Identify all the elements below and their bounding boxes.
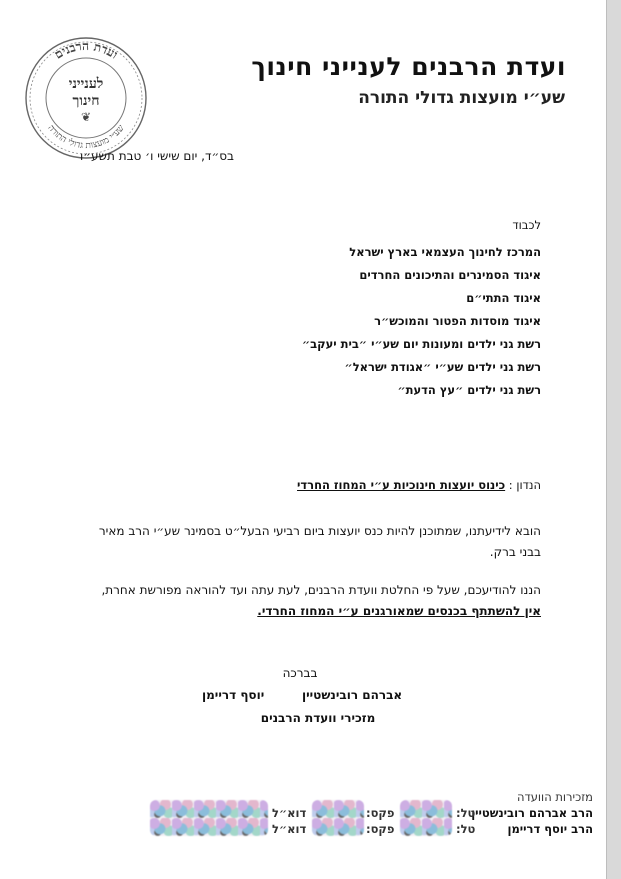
recipient-item: רשת גני ילדים ״עץ הדעת״ xyxy=(397,383,541,397)
signer-name-b: יוסף דריימן xyxy=(202,688,265,702)
footer-tel-label: טל: xyxy=(456,822,476,836)
seal-ornament-icon: ❦ xyxy=(80,109,92,124)
recipient-item: המרכז לחינוך העצמאי בארץ ישראל xyxy=(349,245,541,259)
footer-name-2: הרב יוסף דריימן xyxy=(507,822,593,836)
date-line: בס״ד, יום שישי ו׳ טבת תשע״ו xyxy=(80,149,234,163)
footer-email-label: דוא״ל xyxy=(272,806,307,820)
redacted-phone xyxy=(400,800,452,836)
body-paragraph-2-line1: הננו להודיעכם, שעל פי החלטת וועדת הרבנים, לעת עתה ועד להוראה מפורשת אחרת, xyxy=(101,583,541,597)
seal-center xyxy=(42,76,130,124)
recipient-item: איגוד הסמינרים והתיכונים החרדים xyxy=(359,268,541,282)
seal-center-line2: חינוך xyxy=(72,92,100,109)
redacted-email xyxy=(150,800,268,836)
page-edge xyxy=(606,0,621,879)
organization-seal xyxy=(24,36,148,160)
signer-name-a: אברהם רובינשטיין xyxy=(302,688,403,702)
seal-ring-bottom-text: שע״י מועצות גדולי התורה xyxy=(45,123,127,152)
subject-line xyxy=(297,478,541,492)
letterhead-title: ועדת הרבנים לענייני חינוך xyxy=(251,52,566,81)
recipient-item: רשת גני ילדים שע״י ״אגודת ישראל״ xyxy=(344,360,541,374)
body-paragraph-2-instruction: אין להשתתף בכנסים שמאורגנים ע״י המחוז החרדי. xyxy=(257,604,541,618)
seal-ring-top-text: ועדת הרבנים xyxy=(51,38,121,62)
seal-center-line1: לענייני xyxy=(68,76,104,92)
body-paragraph-1: הובא לידיעתנו, שמתוכנן להיות כנס יועצות ביום רביעי הבעל״ט בסמינר שע״י הרב מאיר בבני ברק. xyxy=(98,524,541,559)
subject-text: כינוס יועצות חינוכיות ע״י המחוז החרדי xyxy=(297,478,506,492)
signers-title: מזכירי וועדת הרבנים xyxy=(260,711,376,725)
footer-name-1: הרב אברהם רובינשטיין xyxy=(471,806,593,820)
body-paragraph-2 xyxy=(71,580,541,622)
footer-email-label: דוא״ל xyxy=(272,822,307,836)
footer-fax-label: פקס: xyxy=(366,822,395,836)
redacted-fax xyxy=(312,800,364,836)
footer-fax-label: פקס: xyxy=(366,806,395,820)
subject-label: הנדון : xyxy=(508,478,541,492)
recipient-item: איגוד מוסדות הפטור והמוכש״ר xyxy=(374,314,541,328)
svg-text:שע״י מועצות גדולי התורה xyxy=(45,123,127,151)
footer-tel-label: טל: xyxy=(456,806,476,820)
letterhead-subtitle: שע״י מועצות גדולי התורה xyxy=(358,88,565,108)
closing-greeting: בברכה xyxy=(282,666,318,680)
recipient-item: איגוד התתי״ם xyxy=(466,291,541,305)
footer-heading: מזכירות הוועדה xyxy=(516,790,593,804)
recipient-item: רשת גני ילדים ומעונות יום שע״י ״בית יעקב״ xyxy=(301,337,541,351)
addressee-block xyxy=(302,218,541,402)
addressee-label: לכבוד xyxy=(512,218,541,232)
